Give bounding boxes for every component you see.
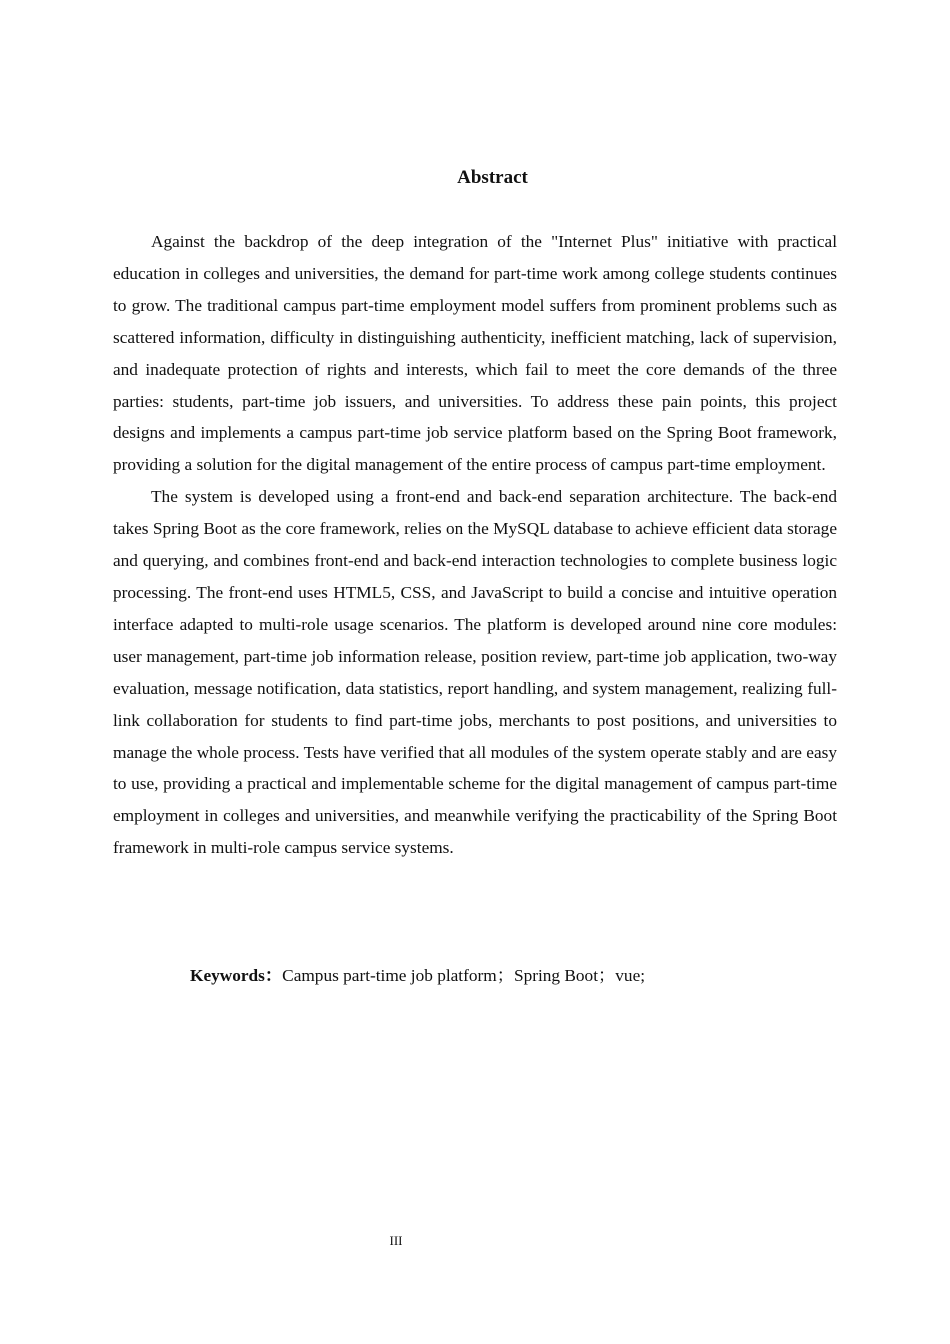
keywords-line (190, 962, 645, 990)
keywords-value: Campus part-time job platform；Spring Boot；vue; (282, 966, 646, 985)
page-number: III (389, 1233, 403, 1248)
abstract-title: Abstract (457, 167, 528, 188)
abstract-paragraph-2: The system is developed using a front-end and back-end separation architecture. The back-end takes Spring Boot as the core framework, relies on the MySQL database to achieve efficient data storage and querying, and combines front-end and back-end interaction technologies to complete business logic processing. The front-end uses HTML5, CSS, and JavaScript to build a concise and intuitive operation interface adapted to multi-role usage scenarios. The platform is developed around nine core modules: user management, part-time job information release, position review, part-time job application, two-way evaluation, message notification, data statistics, report handling, and system management, realizing full-link collaboration for students to find part-time jobs, merchants to post positions, and universities to manage the whole process. Tests have verified that all modules of the system operate stably and are easy to use, providing a practical and implementable scheme for the digital management of campus part-time employment in colleges and universities, and meanwhile verifying the practicability of the Spring Boot framework in multi-role campus service systems. (113, 487, 837, 858)
keywords-label: Keywords： (190, 966, 283, 985)
abstract-body (113, 226, 837, 864)
abstract-paragraph-1: Against the backdrop of the deep integration of the "Internet Plus" initiative with practical education in colleges and universities, the demand for part-time work among college students continues to grow. The traditional campus part-time employment model suffers from prominent problems such as scattered information, difficulty in distinguishing authenticity, inefficient matching, lack of supervision, and inadequate protection of rights and interests, which fail to meet the core demands of the three parties: students, part-time job issuers, and universities. To address these pain points, this project designs and implements a campus part-time job service platform based on the Spring Boot framework, providing a solution for the digital management of the entire process of campus part-time employment. (113, 232, 837, 475)
